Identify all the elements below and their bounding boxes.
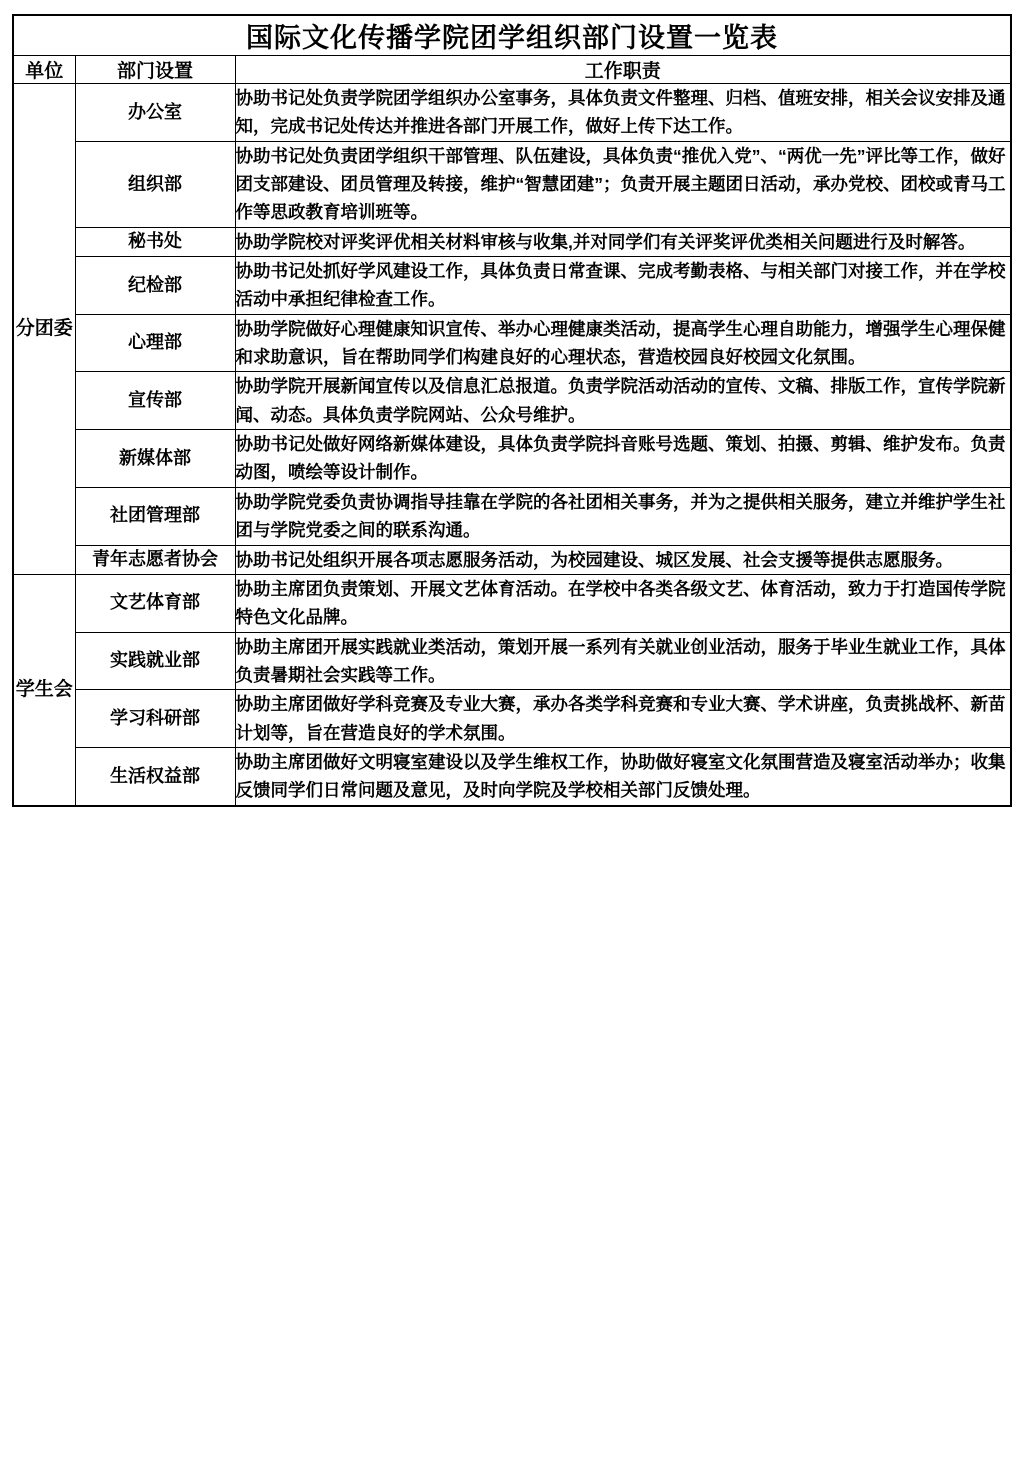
duty-cell: 协助书记处组织开展各项志愿服务活动，为校园建设、城区发展、社会支援等提供志愿服务。: [235, 545, 1011, 574]
duty-cell: 协助主席团做好学科竞赛及专业大赛，承办各类学科竞赛和专业大赛、学术讲座，负责挑战杯、新苗计划等，旨在营造良好的学术氛围。: [235, 690, 1011, 748]
department-cell: 新媒体部: [75, 430, 235, 488]
table-row: [13, 545, 1011, 574]
table-row: [13, 372, 1011, 430]
department-cell: 社团管理部: [75, 487, 235, 545]
department-cell: 文艺体育部: [75, 574, 235, 632]
table-row: [13, 632, 1011, 690]
duty-cell: 协助学院校对评奖评优相关材料审核与收集,并对同学们有关评奖评优类相关问题进行及时解答。: [235, 227, 1011, 256]
department-cell: 纪检部: [75, 257, 235, 315]
table-header-row: [13, 56, 1011, 84]
duty-cell: 协助学院开展新闻宣传以及信息汇总报道。负责学院活动活动的宣传、文稿、排版工作，宣传学院新闻、动态。具体负责学院网站、公众号维护。: [235, 372, 1011, 430]
column-header-unit: 单位: [13, 56, 75, 84]
department-cell: 学习科研部: [75, 690, 235, 748]
table-title-row: [13, 15, 1011, 56]
department-cell: 实践就业部: [75, 632, 235, 690]
table-row: [13, 314, 1011, 372]
table-row: [13, 141, 1011, 227]
table-row: [13, 487, 1011, 545]
org-structure-table: [12, 14, 1012, 807]
department-cell: 心理部: [75, 314, 235, 372]
duty-cell: 协助主席团开展实践就业类活动，策划开展一系列有关就业创业活动，服务于毕业生就业工作，具体负责暑期社会实践等工作。: [235, 632, 1011, 690]
department-cell: 组织部: [75, 141, 235, 227]
table-row: [13, 227, 1011, 256]
column-header-department: 部门设置: [75, 56, 235, 84]
department-cell: 秘书处: [75, 227, 235, 256]
duty-cell: 协助书记处负责学院团学组织办公室事务，具体负责文件整理、归档、值班安排，相关会议安排及通知，完成书记处传达并推进各部门开展工作，做好上传下达工作。: [235, 84, 1011, 142]
table-row: [13, 430, 1011, 488]
page-title: 国际文化传播学院团学组织部门设置一览表: [13, 15, 1011, 56]
duty-cell: 协助书记处抓好学风建设工作，具体负责日常查课、完成考勤表格、与相关部门对接工作，并在学校活动中承担纪律检查工作。: [235, 257, 1011, 315]
duty-cell: 协助主席团做好文明寝室建设以及学生维权工作，协助做好寝室文化氛围营造及寝室活动举办；收集反馈同学们日常问题及意见，及时向学院及学校相关部门反馈处理。: [235, 747, 1011, 805]
table-row: [13, 690, 1011, 748]
unit-cell-group-1: 学生会: [13, 574, 75, 805]
table-row: [13, 574, 1011, 632]
department-cell: 宣传部: [75, 372, 235, 430]
column-header-duties: 工作职责: [235, 56, 1011, 84]
department-cell: 办公室: [75, 84, 235, 142]
duty-cell: 协助学院党委负责协调指导挂靠在学院的各社团相关事务，并为之提供相关服务，建立并维护学生社团与学院党委之间的联系沟通。: [235, 487, 1011, 545]
department-cell: 青年志愿者协会: [75, 545, 235, 574]
unit-cell-group-0: 分团委: [13, 84, 75, 575]
duty-cell: 协助学院做好心理健康知识宣传、举办心理健康类活动，提高学生心理自助能力，增强学生心理保健和求助意识，旨在帮助同学们构建良好的心理状态，营造校园良好校园文化氛围。: [235, 314, 1011, 372]
table-row: [13, 257, 1011, 315]
department-cell: 生活权益部: [75, 747, 235, 805]
duty-cell: 协助书记处做好网络新媒体建设，具体负责学院抖音账号选题、策划、拍摄、剪辑、维护发布。负责动图，喷绘等设计制作。: [235, 430, 1011, 488]
duty-cell: 协助书记处负责团学组织干部管理、队伍建设，具体负责“推优入党”、“两优一先”评比等工作，做好团支部建设、团员管理及转接，维护“智慧团建”；负责开展主题团日活动，承办党校、团校或青马工作等思政教育培训班等。: [235, 141, 1011, 227]
table-row: [13, 747, 1011, 805]
table-row: [13, 84, 1011, 142]
duty-cell: 协助主席团负责策划、开展文艺体育活动。在学校中各类各级文艺、体育活动，致力于打造国传学院特色文化品牌。: [235, 574, 1011, 632]
